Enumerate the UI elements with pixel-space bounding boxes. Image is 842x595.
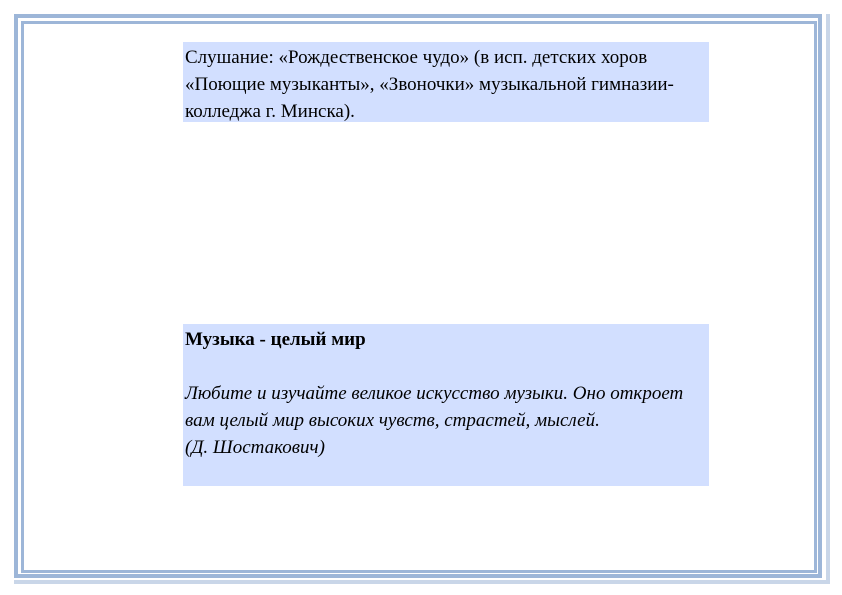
quote-text-block bbox=[183, 324, 709, 486]
quote-heading: Музыка - целый мир bbox=[185, 329, 366, 350]
quote-spacer bbox=[185, 353, 707, 380]
quote-text: Любите и изучайте великое искусство музыки. Оно откроет вам целый мир высоких чувств, страстей, мыслей. bbox=[185, 383, 684, 431]
listening-text: Слушание: «Рождественское чудо» (в исп. детских хоров «Поющие музыканты», «Звоночки» музыкальной гимназии-колледжа г. Минска). bbox=[185, 47, 674, 122]
frame-shadow-bottom bbox=[14, 580, 830, 584]
listening-text-block bbox=[183, 42, 709, 122]
quote-author: (Д. Шостакович) bbox=[185, 437, 325, 458]
frame-shadow-right bbox=[826, 14, 830, 584]
